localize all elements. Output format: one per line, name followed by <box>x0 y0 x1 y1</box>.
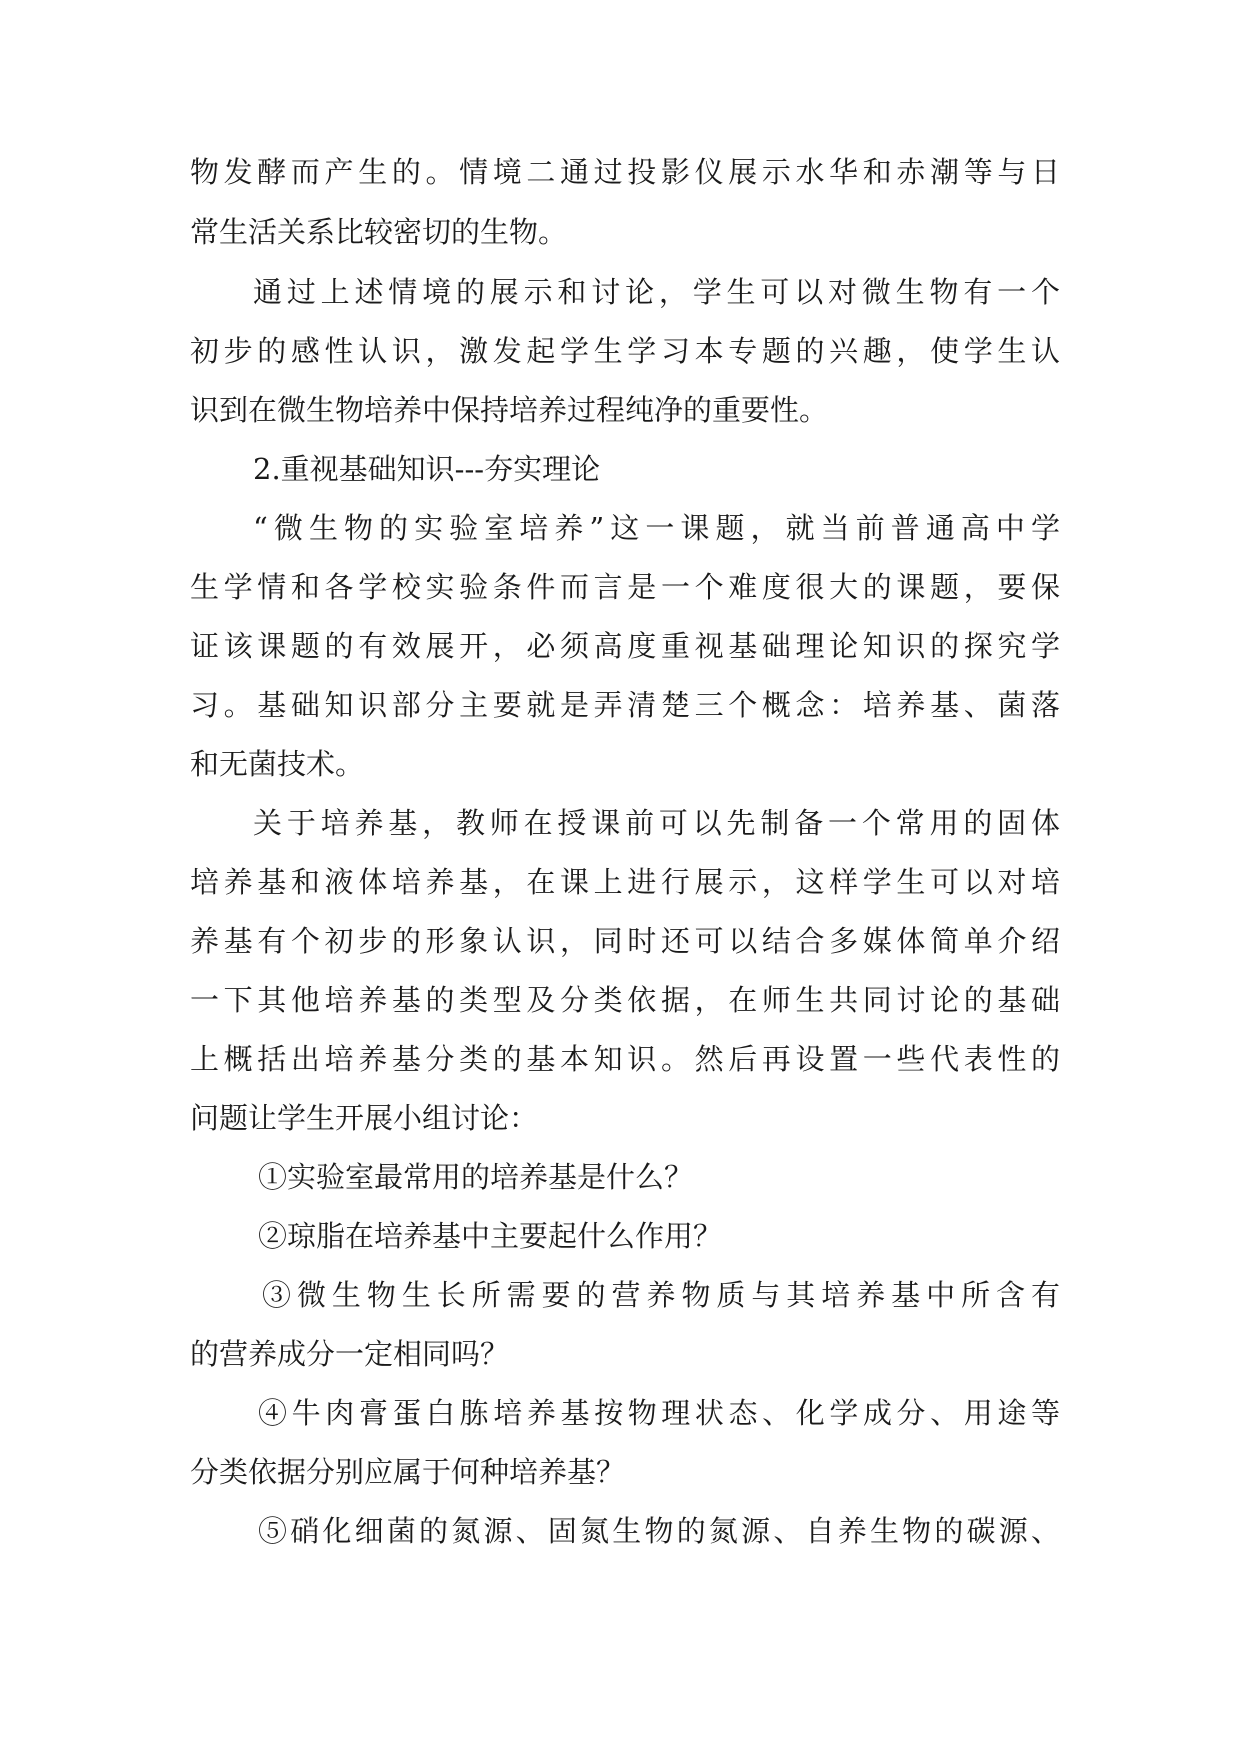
section-heading: 2.重视基础知识---夯实理论 <box>253 452 601 486</box>
paragraph-line: “微生物的实验室培养”这一课题，就当前普通高中学 <box>253 511 1060 545</box>
paragraph-line: 分类依据分别应属于何种培养基？ <box>190 1455 626 1489</box>
question-item: ①实验室最常用的培养基是什么？ <box>258 1160 694 1194</box>
paragraph-line: 问题让学生开展小组讨论： <box>190 1101 539 1135</box>
paragraph-line: 识到在微生物培养中保持培养过程纯净的重要性。 <box>190 393 829 427</box>
paragraph-line: 通过上述情境的展示和讨论，学生可以对微生物有一个 <box>253 275 1060 309</box>
question-item: ④牛肉膏蛋白胨培养基按物理状态、化学成分、用途等 <box>258 1396 1060 1430</box>
paragraph-line: 和无菌技术。 <box>190 747 365 781</box>
question-item: ②琼脂在培养基中主要起什么作用？ <box>258 1219 723 1253</box>
paragraph-line: 证该课题的有效展开，必须高度重视基础理论知识的探究学 <box>190 629 1060 663</box>
paragraph-line: 常生活关系比较密切的生物。 <box>190 215 568 249</box>
paragraph-line: 习。基础知识部分主要就是弄清楚三个概念：培养基、菌落 <box>190 688 1060 722</box>
question-item: ③微生物生长所需要的营养物质与其培养基中所含有 <box>262 1278 1060 1312</box>
question-item: ⑤硝化细菌的氮源、固氮生物的氮源、自养生物的碳源、 <box>258 1514 1060 1548</box>
paragraph-line: 初步的感性认识，激发起学生学习本专题的兴趣，使学生认 <box>190 334 1060 368</box>
paragraph-line: 关于培养基，教师在授课前可以先制备一个常用的固体 <box>253 806 1060 840</box>
paragraph-line: 物发酵而产生的。情境二通过投影仪展示水华和赤潮等与日 <box>190 155 1060 189</box>
paragraph-line: 的营养成分一定相同吗？ <box>190 1337 510 1371</box>
paragraph-line: 培养基和液体培养基，在课上进行展示，这样学生可以对培 <box>190 865 1060 899</box>
paragraph-line: 上概括出培养基分类的基本知识。然后再设置一些代表性的 <box>190 1042 1060 1076</box>
paragraph-line: 一下其他培养基的类型及分类依据，在师生共同讨论的基础 <box>190 983 1060 1017</box>
paragraph-line: 养基有个初步的形象认识，同时还可以结合多媒体简单介绍 <box>190 924 1060 958</box>
paragraph-line: 生学情和各学校实验条件而言是一个难度很大的课题，要保 <box>190 570 1060 604</box>
